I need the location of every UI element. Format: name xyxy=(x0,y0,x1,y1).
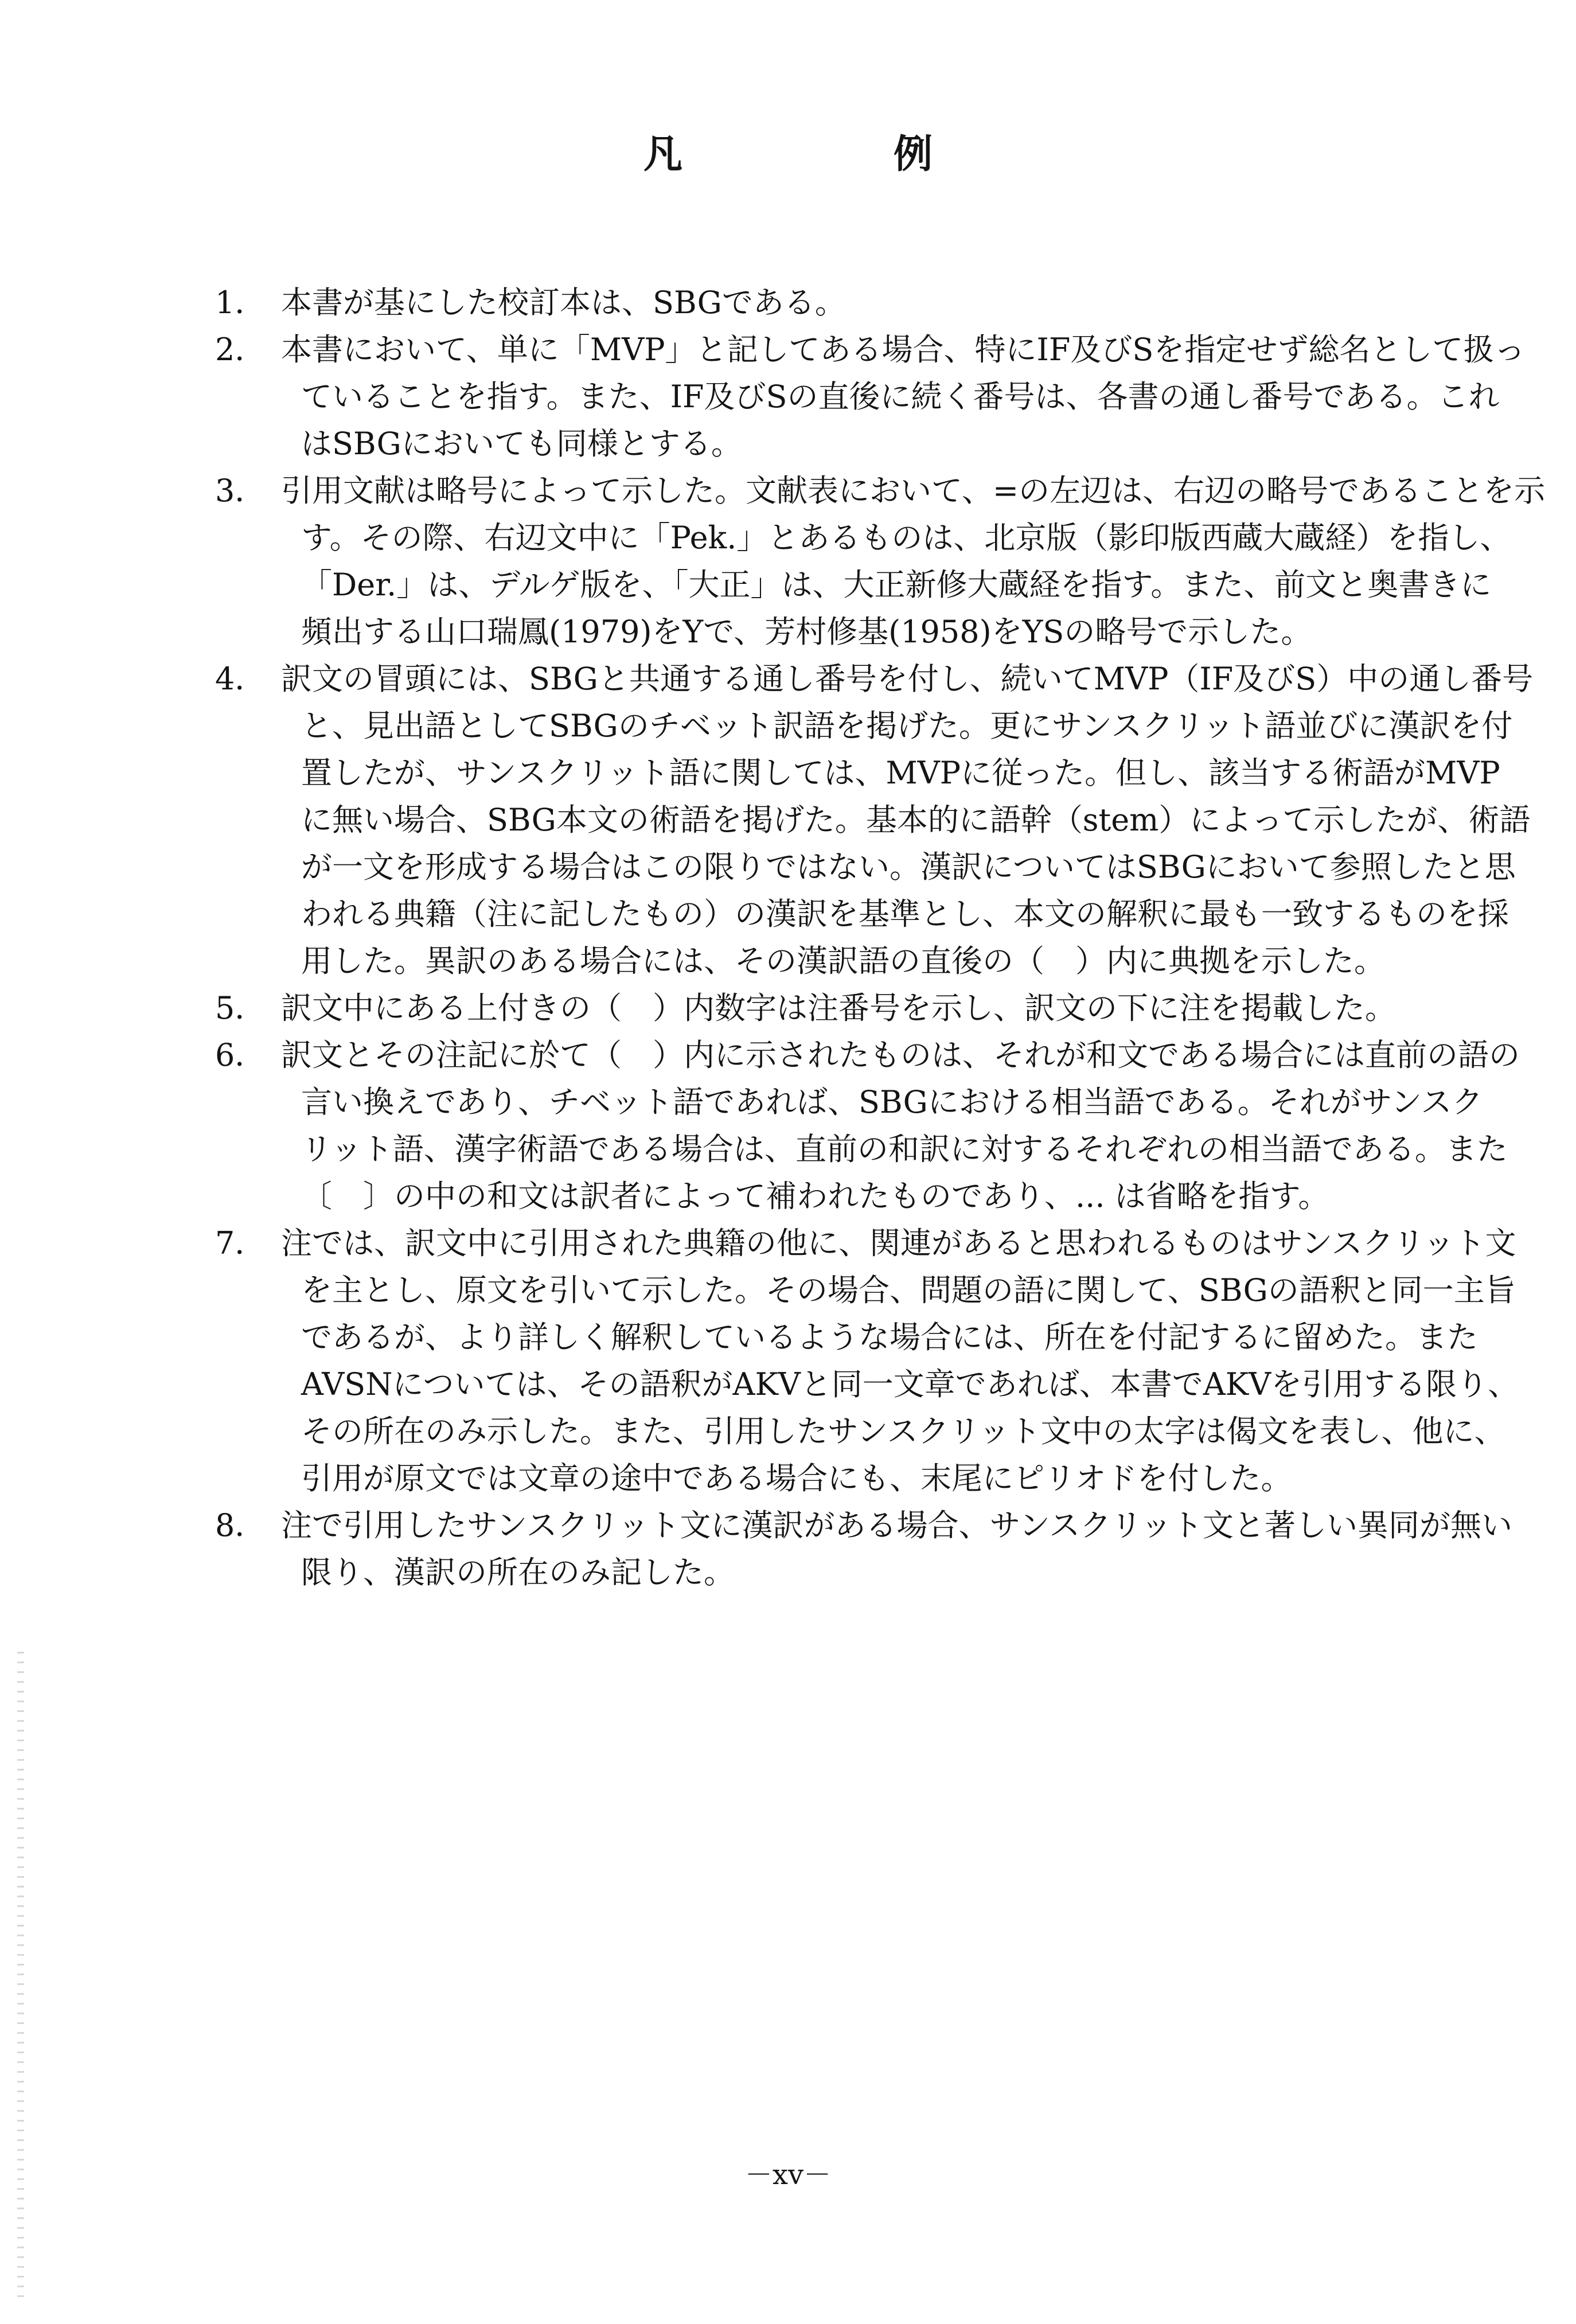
rule-text-line: 訳文の冒頭には、SBGと共通する通し番号を付し、続いてMVP（IF及びS）中の通し番号 xyxy=(281,661,1534,697)
rule-number: 4． xyxy=(215,661,266,697)
rule-text-line: 訳文中にある上付きの（ ）内数字は注番号を示し、訳文の下に注を掲載した。 xyxy=(281,990,1396,1026)
rule-text-line: 〔 〕の中の和文は訳者によって補われたものであり、... は省略を指す。 xyxy=(301,1178,1329,1214)
rule-text xyxy=(281,1032,1520,1220)
rule-text xyxy=(281,279,1419,326)
rule-text-line: 言い換えであり、チベット語であれば、SBGにおける相当語である。それがサンスク xyxy=(301,1084,1483,1120)
rule-item xyxy=(204,985,1419,1032)
rule-text-line: 引用文献は略号によって示した。文献表において、=の左辺は、右辺の略号であることを示 xyxy=(281,473,1546,509)
rule-text-line: す。その際、右辺文中に「Pek.」とあるものは、北京版（影印版西蔵大蔵経）を指し、 xyxy=(301,520,1511,556)
rule-text-line: 「Der.」は、デルゲ版を、「大正」は、大正新修大蔵経を指す。また、前文と奥書きに xyxy=(301,567,1492,603)
rule-item xyxy=(204,326,1526,467)
rule-text-line: ていることを指す。また、IF及びSの直後に続く番号は、各書の通し番号である。これ xyxy=(301,379,1500,415)
rule-text-line: と、見出語としてSBGのチベット訳語を掲げた。更にサンスクリット語並びに漢訳を付 xyxy=(301,708,1513,744)
rule-text-line: 頻出する山口瑞鳳(1979)をYで、芳村修基(1958)をYSの略号で示した。 xyxy=(301,614,1312,650)
rule-number: 8． xyxy=(215,1507,266,1543)
rule-number: 7． xyxy=(215,1225,266,1261)
rule-text-line: 本書が基にした校訂本は、SBGである。 xyxy=(281,284,846,321)
rule-item xyxy=(204,1032,1520,1220)
rule-text-line: 限り、漢訳の所在のみ記した。 xyxy=(301,1554,735,1590)
rule-text-line: 本書において、単に「MVP」と記してある場合、特にIF及びSを指定せず総名として扱っ xyxy=(281,332,1526,368)
rule-text-line: を主とし、原文を引いて示した。その場合、問題の語に関して、SBGの語釈と同一主旨 xyxy=(301,1272,1516,1308)
rule-number: 3． xyxy=(215,473,266,509)
rule-number: 5． xyxy=(215,990,266,1026)
rule-item xyxy=(204,656,1534,985)
page-number: －xv－ xyxy=(744,2159,832,2191)
rule-text-line: 引用が原文では文章の途中である場合にも、末尾にピリオドを付した。 xyxy=(301,1460,1292,1496)
rule-item xyxy=(204,467,1546,656)
rule-text-line: に無い場合、SBG本文の術語を掲げた。基本的に語幹（stem）によって示したが、術語 xyxy=(301,802,1531,838)
rule-text-line: はSBGにおいても同様とする。 xyxy=(301,426,742,462)
rule-text-line: われる典籍（注に記したもの）の漢訳を基準とし、本文の解釈に最も一致するものを採 xyxy=(301,896,1509,932)
rule-item xyxy=(204,1502,1513,1596)
rule-text-line: 注で引用したサンスクリット文に漢訳がある場合、サンスクリット文と著しい異同が無い xyxy=(281,1507,1513,1543)
rule-text-line: 注では、訳文中に引用された典籍の他に、関連があると思われるものはサンスクリット文 xyxy=(281,1225,1516,1261)
scan-edge-marks xyxy=(17,1652,24,2300)
rule-text-line: 訳文とその注記に於て（ ）内に示されたものは、それが和文である場合には直前の語の xyxy=(281,1037,1520,1073)
rule-number: 6． xyxy=(215,1037,266,1073)
rule-text-line: 用した。異訳のある場合には、その漢訳語の直後の（ ）内に典拠を示した。 xyxy=(301,943,1385,979)
rule-item xyxy=(204,279,1419,326)
rule-text xyxy=(281,326,1526,467)
rule-text-line: が一文を形成する場合はこの限りではない。漢訳についてはSBGにおいて参照したと思 xyxy=(301,849,1516,885)
rule-text-line: AVSNについては、その語釈がAKVと同一文章であれば、本書でAKVを引用する限り、 xyxy=(301,1366,1519,1402)
page-title: 凡 例 xyxy=(643,131,1019,177)
rule-number: 2． xyxy=(215,332,266,368)
rule-item xyxy=(204,1220,1519,1502)
rule-text-line: 置したが、サンスクリット語に関しては、MVPに従った。但し、該当する術語がMVP xyxy=(301,755,1500,791)
rule-text-line: であるが、より詳しく解釈しているような場合には、所在を付記するに留めた。また xyxy=(301,1319,1478,1355)
rule-text-line: その所在のみ示した。また、引用したサンスクリット文中の太字は偈文を表し、他に、 xyxy=(301,1413,1505,1449)
rule-text xyxy=(281,656,1534,985)
rule-text xyxy=(281,985,1419,1032)
rule-number: 1． xyxy=(215,284,266,321)
rules-list xyxy=(204,279,1546,1596)
rule-text-line: リット語、漢字術語である場合は、直前の和訳に対するそれぞれの相当語である。また xyxy=(301,1131,1508,1167)
rule-text xyxy=(281,1502,1513,1596)
rule-text xyxy=(281,1220,1519,1502)
rule-text xyxy=(281,467,1546,656)
